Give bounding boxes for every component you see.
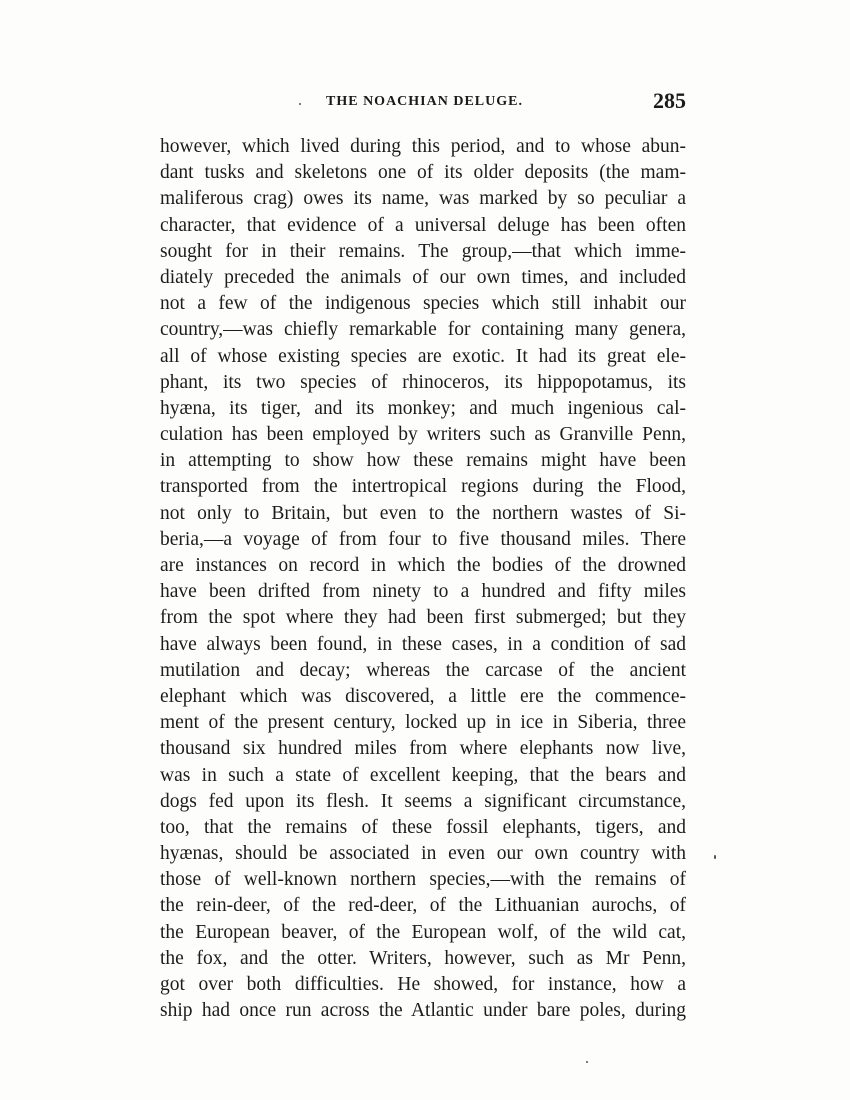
text-line: country,—was chiefly remarkable for containing many genera, (160, 319, 686, 341)
text-line: too, that the remains of these fossil elephants, tigers, and (160, 816, 686, 838)
body-text (160, 134, 686, 1024)
text-line: beria,—a voyage of from four to five thousand miles. There (160, 528, 686, 550)
running-title: THE NOACHIAN DELUGE. (326, 94, 523, 109)
print-speck (586, 1061, 588, 1063)
page-number: 285 (653, 88, 686, 113)
print-speck (714, 855, 716, 859)
text-line: however, which lived during this period, and to whose abun- (160, 136, 686, 157)
text-line: not a few of the indigenous species which still inhabit our (160, 293, 686, 315)
text-line: all of whose existing species are exotic. It had its great ele- (160, 345, 686, 367)
text-line: have always been found, in these cases, in a condition of sad (160, 633, 686, 655)
running-head (160, 88, 686, 122)
text-line: elephant which was discovered, a little ere the commence- (160, 685, 686, 707)
text-line: in attempting to show how these remains might have been (160, 450, 686, 472)
text-line: those of well-known northern species,—with the remains of (160, 869, 686, 891)
text-line: have been drifted from ninety to a hundred and fifty miles (160, 581, 686, 603)
text-line: mutilation and decay; whereas the carcase of the ancient (160, 659, 686, 681)
text-line: ship had once run across the Atlantic under bare poles, during (160, 1000, 686, 1022)
text-line: the rein-deer, of the red-deer, of the Lithuanian aurochs, of (160, 895, 686, 917)
text-line: dogs fed upon its flesh. It seems a significant circumstance, (160, 790, 686, 812)
text-line: from the spot where they had been first submerged; but they (160, 607, 686, 629)
text-line: ment of the present century, locked up in ice in Siberia, three (160, 712, 686, 734)
text-line: culation has been employed by writers such as Granville Penn, (160, 424, 686, 446)
text-line: phant, its two species of rhinoceros, its hippopotamus, its (160, 371, 686, 393)
text-line: dant tusks and skeletons one of its older deposits (the mam- (160, 162, 686, 184)
text-line: diately preceded the animals of our own times, and included (160, 266, 686, 288)
text-line: the European beaver, of the European wolf, of the wild cat, (160, 921, 686, 943)
text-line: hyæna, its tiger, and its monkey; and much ingenious cal- (160, 397, 686, 419)
text-line: maliferous crag) owes its name, was marked by so peculiar a (160, 188, 686, 210)
text-line: thousand six hundred miles from where elephants now live, (160, 738, 686, 760)
text-line: was in such a state of excellent keeping, that the bears and (160, 764, 686, 786)
text-line: character, that evidence of a universal deluge has been often (160, 214, 686, 236)
text-line: transported from the intertropical regions during the Flood, (160, 476, 686, 498)
text-line: not only to Britain, but even to the northern wastes of Si- (160, 502, 686, 524)
text-line: got over both difficulties. He showed, for instance, how a (160, 974, 686, 995)
text-line: the fox, and the otter. Writers, however, such as Mr Penn, (160, 947, 686, 969)
text-line: are instances on record in which the bodies of the drowned (160, 555, 686, 576)
text-line: sought for in their remains. The group,—that which imme- (160, 240, 686, 262)
text-line: hyænas, should be associated in even our own country with (160, 843, 686, 865)
